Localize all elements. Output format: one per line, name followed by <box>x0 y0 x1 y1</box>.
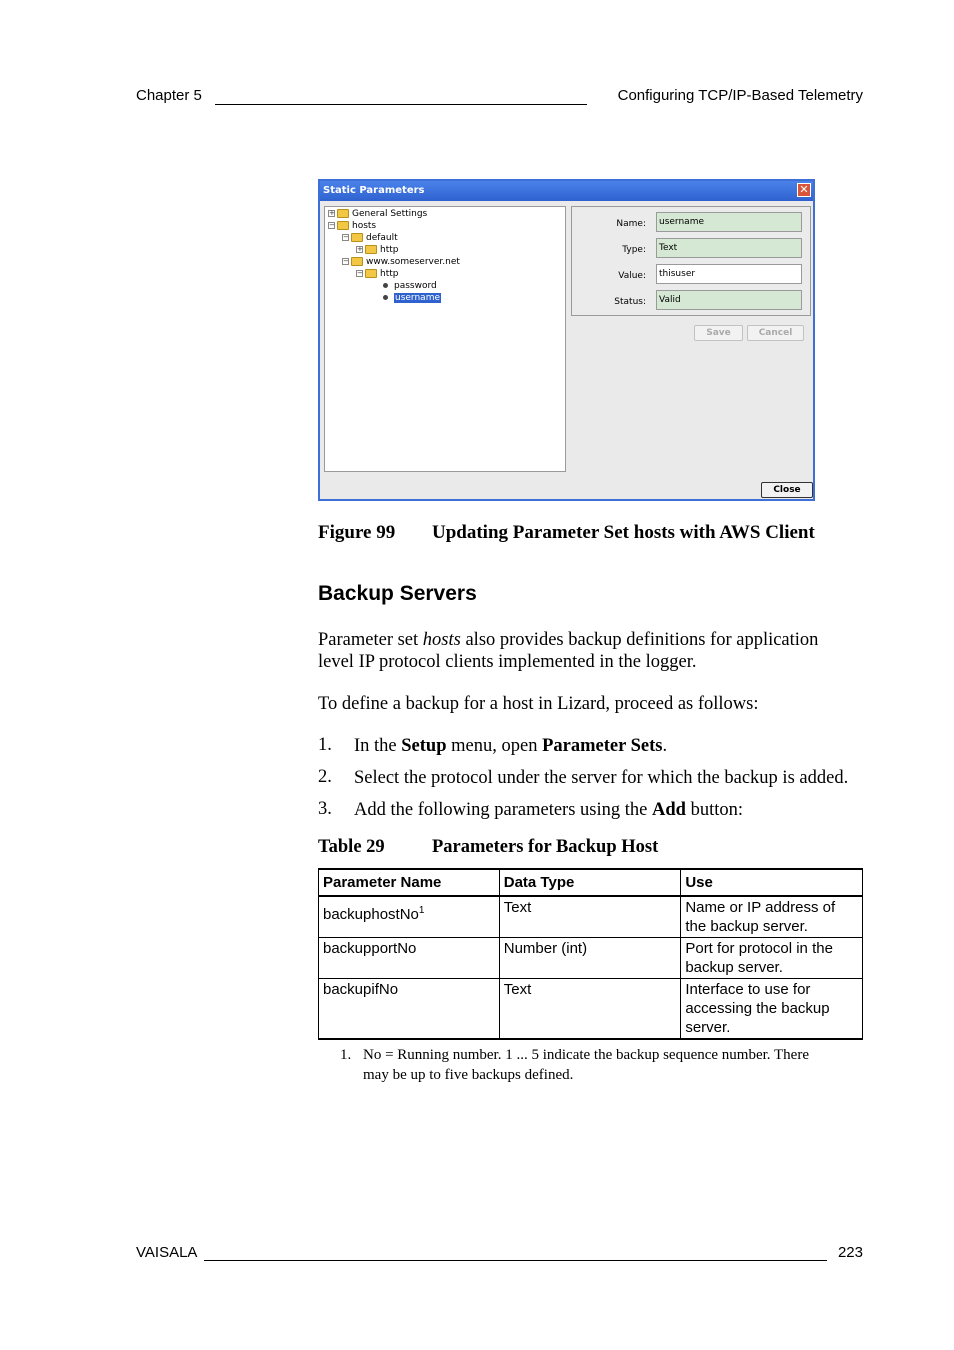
leaf-icon <box>383 283 388 288</box>
static-parameters-dialog <box>318 179 815 501</box>
close-icon[interactable]: ✕ <box>797 183 811 197</box>
tree-node-server[interactable]: − www.someserver.net <box>343 257 460 267</box>
status-field: Valid <box>656 290 802 310</box>
folder-icon <box>365 269 377 278</box>
figure-caption: Updating Parameter Set hosts with AWS Client <box>432 522 815 543</box>
tree-node-password[interactable]: password <box>383 280 437 292</box>
footer-brand: VAISALA <box>136 1244 198 1261</box>
header-rule <box>215 104 587 105</box>
expand-icon[interactable]: + <box>329 209 335 217</box>
step-number: 1. <box>318 735 332 755</box>
collapse-icon[interactable]: − <box>343 233 349 241</box>
name-label: Name: <box>616 219 646 229</box>
header-title: Configuring TCP/IP-Based Telemetry <box>617 87 863 104</box>
figure-number: Figure 99 <box>318 522 396 543</box>
tree-node-general-settings[interactable]: + General Settings <box>329 209 428 219</box>
footer-rule <box>204 1260 827 1261</box>
use-cell: Interface to use for accessing the backup server. <box>681 979 863 1040</box>
properties-panel <box>571 206 811 316</box>
folder-icon <box>351 233 363 242</box>
step-1: In the Setup menu, open Parameter Sets. <box>354 736 668 756</box>
parameter-name-cell: backupportNo <box>319 938 500 979</box>
data-type-cell: Text <box>499 979 681 1040</box>
tree-node-hosts[interactable]: − hosts <box>329 221 377 231</box>
footnote-number: 1. <box>340 1047 352 1063</box>
step-number: 2. <box>318 767 332 787</box>
use-cell: Name or IP address of the backup server. <box>681 896 863 938</box>
tree-node-http-server[interactable]: − http <box>357 269 399 279</box>
parameter-name-cell: backuphostNo$^1$ <box>319 896 500 938</box>
backup-host-parameters-table <box>318 868 863 1040</box>
value-label: Value: <box>618 271 646 281</box>
data-type-cell: Number (int) <box>499 938 681 979</box>
header-chapter: Chapter 5 <box>136 87 202 104</box>
folder-icon <box>337 221 349 230</box>
paragraph-hosts: Parameter set hosts also provides backup definitions for application <box>318 630 819 650</box>
parameter-name-cell: backupifNo <box>319 979 500 1040</box>
folder-icon <box>351 257 363 266</box>
collapse-icon[interactable]: − <box>343 257 349 265</box>
footnote-line2: may be up to five backups defined. <box>363 1067 574 1083</box>
step-2: Select the protocol under the server for which the backup is added. <box>354 768 849 788</box>
column-header: Use <box>681 869 863 896</box>
collapse-icon[interactable]: − <box>357 269 363 277</box>
tree-node-http-default[interactable]: + http <box>357 245 399 255</box>
table-row <box>319 938 863 979</box>
page-number: 223 <box>837 1244 863 1261</box>
expand-icon[interactable]: + <box>357 245 363 253</box>
close-button[interactable]: Close <box>761 482 813 498</box>
save-button[interactable]: Save <box>694 325 743 341</box>
folder-icon <box>337 209 349 218</box>
type-label: Type: <box>622 245 646 255</box>
step-number: 3. <box>318 799 332 819</box>
table-caption: Parameters for Backup Host <box>432 837 659 857</box>
table-number: Table 29 <box>318 837 385 857</box>
cancel-button[interactable]: Cancel <box>747 325 804 341</box>
section-heading: Backup Servers <box>318 582 477 605</box>
parameter-tree[interactable] <box>324 206 566 472</box>
paragraph-define-backup: To define a backup for a host in Lizard, proceed as follows: <box>318 694 759 714</box>
folder-icon <box>365 245 377 254</box>
table-row <box>319 896 863 938</box>
collapse-icon[interactable]: − <box>329 221 335 229</box>
status-label: Status: <box>614 297 646 307</box>
type-field: Text <box>656 238 802 258</box>
data-type-cell: Text <box>499 896 681 938</box>
step-3: Add the following parameters using the Add button: <box>354 800 743 820</box>
value-field[interactable]: thisuser <box>656 264 802 284</box>
tree-node-username[interactable]: username <box>383 292 441 304</box>
column-header: Parameter Name <box>319 869 500 896</box>
dialog-title: Static Parameters <box>320 181 813 201</box>
leaf-icon <box>383 295 388 300</box>
use-cell: Port for protocol in the backup server. <box>681 938 863 979</box>
footnote-line1: No = Running number. 1 ... 5 indicate the backup sequence number. There <box>363 1047 809 1063</box>
name-field: username <box>656 212 802 232</box>
table-header-row <box>319 869 863 896</box>
tree-node-default[interactable]: − default <box>343 233 398 243</box>
paragraph-hosts-line2: level IP protocol clients implemented in the logger. <box>318 652 697 672</box>
column-header: Data Type <box>499 869 681 896</box>
table-row <box>319 979 863 1040</box>
